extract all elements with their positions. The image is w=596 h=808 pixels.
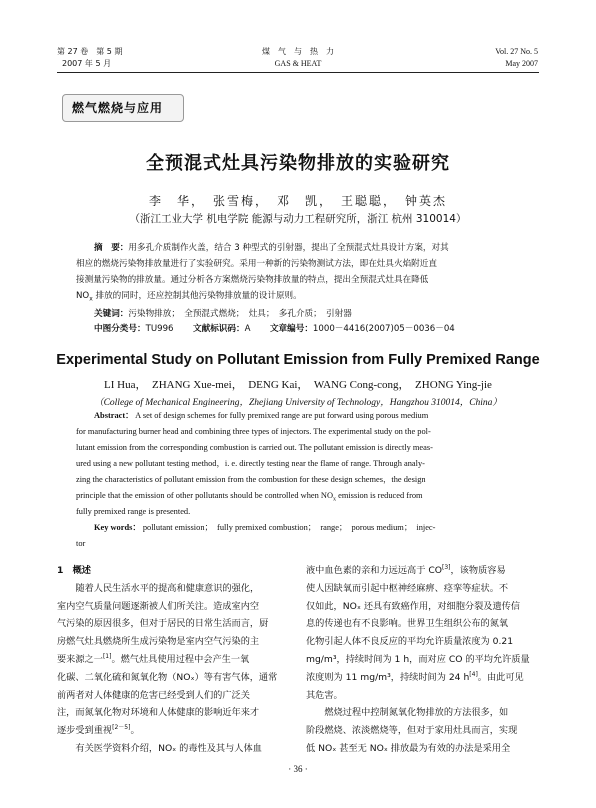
body-line: 注，而氮氧化物对环境和人体健康的影响近年来才 (57, 707, 260, 719)
authors-en: LI Hua， ZHANG Xue-mei， DENG Kai， WANG Cong-cong， ZHONG Ying-jie (104, 379, 492, 391)
article-number-value: 1000－4416(2007)05－0036－04 (312, 324, 455, 334)
citation-ref: [4] (469, 670, 478, 678)
abstract-cn-text4: 排放的同时，还应控制其他污染物排放量的设计原则。 (92, 291, 302, 301)
body-line: mg/m³，持续时间为 1 h，而对应 CO 的平均允许质量 (306, 653, 530, 665)
body-text: 逐步受到重视 (57, 725, 113, 737)
abstract-cn-line4 (76, 288, 520, 304)
keywords-cn-text: 污染物排放； 全预混式燃烧； 灶具； 多孔介质； 引射器 (128, 309, 352, 319)
abstract-en-text1: A set of design schemes for fully premixed range are put forward using porous medium (133, 411, 429, 420)
body-text: 浓度则为 11 mg/m³，持续时间为 24 h (306, 671, 470, 683)
body-line: 仅如此，NOₓ 还具有致癌作用，对细胞分裂及遗传信 (306, 600, 521, 612)
doc-code-value: A (244, 324, 251, 334)
left-column (57, 562, 291, 758)
abstract-en-line2: for manufacturing burner head and combining three types of injectors. The experimental study on the pol- (76, 427, 431, 436)
page-number: · 36 · (288, 764, 308, 774)
body-line (57, 651, 291, 669)
abstract-en-label: Abstract： (94, 411, 134, 420)
keywords-en-line2: tor (76, 539, 86, 548)
header-date: 2007 年 5 月 (62, 59, 112, 68)
title-en: Experimental Study on Pollutant Emission from Fully Premixed Range (56, 352, 540, 368)
classification-line (94, 322, 520, 336)
keywords-en-line1 (76, 520, 520, 536)
abstract-en-line5: zing the characteristics of pollutant emission from the combustion for these design schemes，the design (76, 475, 426, 484)
body-line: 其危害。 (306, 689, 343, 701)
authors-cn: 李 华， 张雪梅， 邓 凯， 王聪聪， 钟英杰 (148, 194, 447, 208)
body-text: 要来源之一 (57, 653, 103, 665)
abstract-cn (76, 240, 520, 304)
affiliation-cn: （浙江工业大学 机电学院 能源与动力工程研究所，浙江 杭州 310014） (129, 213, 467, 225)
abstract-en-line1 (76, 408, 520, 424)
body-line: 阶段燃烧、浓淡燃烧等，但对于家用灶具而言，实现 (306, 725, 518, 737)
doc-code-label: 文献标识码： (193, 324, 245, 334)
body-line (306, 669, 540, 687)
body-line: 房燃气灶具燃烧所生成污染物是室内空气污染的主 (57, 636, 260, 648)
abstract-en-text6a: principle that the emission of other pollutants should be controlled when NO (76, 491, 334, 500)
body-line: 前两者对人体健康的危害已经受到人们的广泛关 (57, 689, 250, 701)
section-tab-label: 燃气燃烧与应用 (72, 101, 164, 115)
body-line: 室内空气质量问题逐渐被人们所关注。造成室内空 (57, 600, 260, 612)
abstract-en-line7: fully premixed range is presented. (76, 507, 191, 516)
citation-ref: [2－5] (112, 724, 131, 732)
nox-sub-en: x (333, 496, 337, 503)
body-line: 息的传递也有不良影响。世界卫生组织公布的氮氧 (306, 618, 509, 630)
body-line (57, 722, 291, 740)
abstract-en-line4: ured using a new pollutant testing method，i. e. directly testing near the flame of range. Through analy- (76, 459, 425, 468)
keywords-cn-label: 关键词： (94, 309, 129, 319)
header-journal-en: GAS & HEAT (274, 59, 322, 68)
body-line: 燃烧过程中控制氮氧化物排放的方法很多，如 (324, 707, 509, 719)
keywords-en-label: Key words： (94, 523, 141, 532)
body-line: 低 NOₓ 甚至无 NOₓ 排放最为有效的办法是采用全 (306, 742, 511, 754)
title-cn: 全预混式灶具污染物排放的实验研究 (146, 153, 450, 174)
abstract-en-line6 (76, 488, 520, 504)
abstract-cn-line1 (76, 240, 520, 256)
body-line: 化碳、二氧化硫和氮氧化物（NOₓ）等有害气体，通常 (57, 671, 278, 683)
body-text: 。 (130, 725, 140, 737)
affiliation-en: （College of Mechanical Engineering，Zhejiang University of Technology，Hangzhou 310014，China） (94, 398, 502, 408)
body-line: 有关医学资料介绍，NOₓ 的毒性及其与人体血 (75, 742, 262, 754)
keywords-en-text1: pollutant emission； fully premixed combustion； range； porous medium； injec- (140, 523, 436, 532)
clc-label: 中图分类号： (94, 324, 146, 334)
body-text: 。由此可见 (477, 671, 524, 683)
body-line: 化物引起人体不良反应的平均允许质量浓度为 0.21 (306, 636, 514, 648)
abstract-cn-label: 摘 要： (94, 243, 129, 253)
abstract-cn-line3: 接测量污染物的排放量。通过分析各方案燃烧污染物排放量的特点，提出全预混式灶具在降低 (76, 275, 429, 285)
keywords-cn (94, 307, 520, 321)
body-line: 使人因缺氧而引起中枢神经麻痹、痉挛等症状。不 (306, 582, 509, 594)
citation-ref: [1] (102, 652, 112, 660)
body-line: 随着人民生活水平的提高和健康意识的强化， (75, 582, 260, 594)
nox-no: NO (76, 291, 90, 301)
right-column (306, 562, 540, 758)
abstract-cn-text1: 用多孔介质制作火盖，结合 3 种型式的引射器，提出了全预混式灶具设计方案，对其 (128, 243, 449, 253)
nox-sub: x (89, 295, 93, 303)
citation-ref: [3] (442, 563, 451, 571)
article-number-label: 文章编号： (269, 324, 313, 334)
body-line (306, 562, 540, 580)
header-journal-cn: 煤 气 与 热 力 (262, 47, 334, 56)
body-text: ，该物质容易 (450, 565, 506, 576)
header-rule (57, 72, 539, 73)
abstract-en-text6b: emission is reduced from (336, 491, 423, 500)
abstract-cn-line2: 相应的燃烧污染物排放量进行了实验研究。采用一种新的污染物测试方法，即在灶具火焰附近直 (76, 259, 437, 269)
clc-value: TU996 (145, 324, 174, 334)
body-text: 液中血色素的亲和力远远高于 CO (306, 565, 443, 576)
header-date-en: May 2007 (505, 59, 538, 68)
header-vol-en: Vol. 27 No. 5 (495, 47, 538, 56)
section1-heading: 1 概述 (57, 565, 91, 576)
abstract-en (76, 408, 520, 552)
abstract-en-line3: lutant emission from the corresponding combustion is carried out. The pollutant emission is directly meas- (76, 443, 433, 452)
body-line: 气污染的原因很多，但对于居民的日常生活而言，厨 (57, 618, 269, 630)
header-volume: 第 27 卷 第 5 期 (57, 47, 123, 56)
body-text: 。燃气灶具使用过程中会产生一氧 (111, 653, 250, 665)
section-tab (62, 94, 182, 120)
